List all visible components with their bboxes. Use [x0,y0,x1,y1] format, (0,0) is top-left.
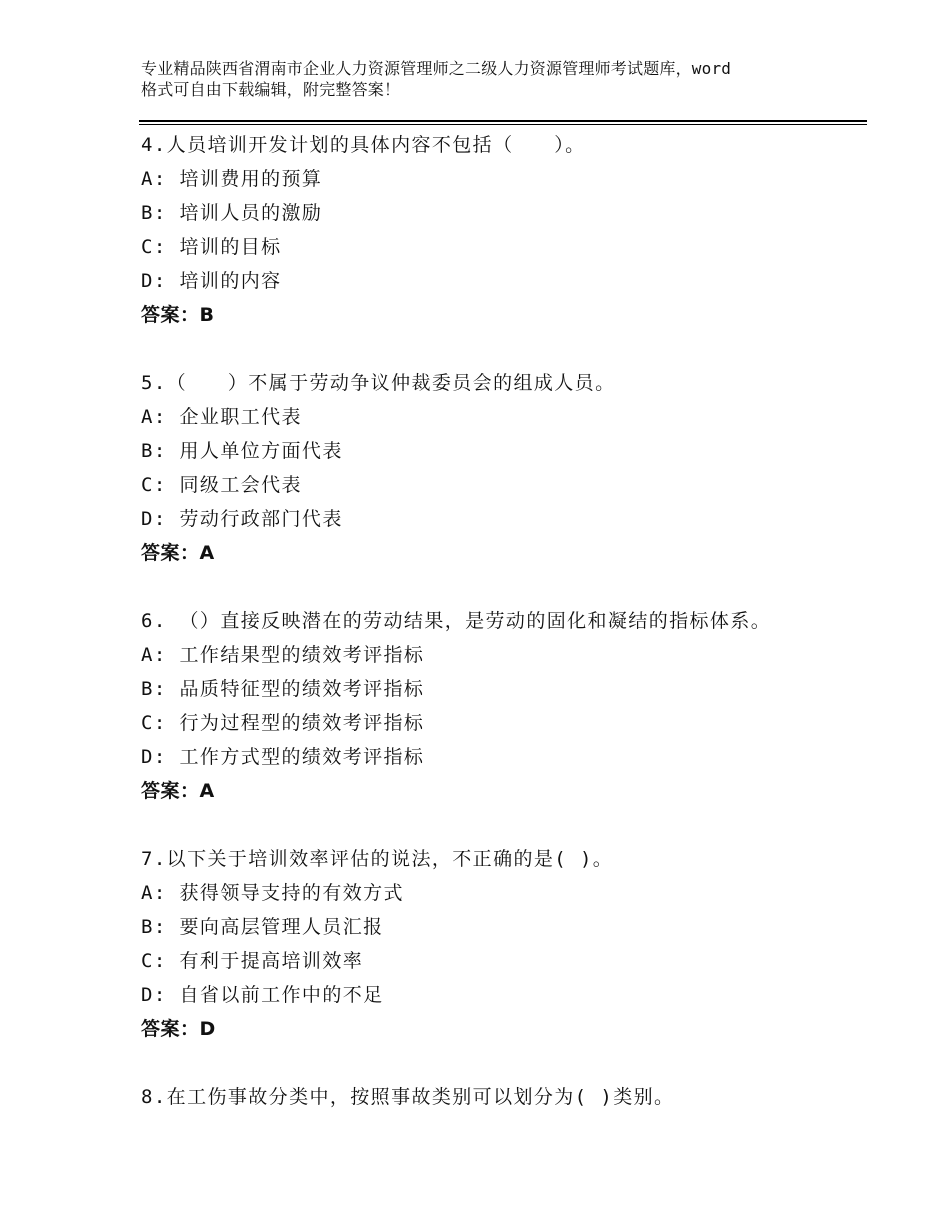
option-d: D: 自省以前工作中的不足 [141,984,384,1006]
option-c: C: 同级工会代表 [141,474,302,496]
option-b: B: 培训人员的激励 [141,202,323,224]
question-stem: 8.在工伤事故分类中，按照事故类别可以划分为( )类别。 [141,1086,675,1108]
question-7 [141,842,871,1080]
header-divider-thick [139,120,867,122]
question-spacer [141,808,871,842]
question-spacer [141,570,871,604]
option-b: B: 品质特征型的绩效考评指标 [141,678,425,700]
question-spacer [141,1046,871,1080]
option-a: A: 培训费用的预算 [141,168,323,190]
answer-label: 答案：A [141,780,215,802]
answer-label: 答案：A [141,542,215,564]
question-stem: 6. （）直接反映潜在的劳动结果，是劳动的固化和凝结的指标体系。 [141,610,772,632]
option-d: D: 培训的内容 [141,270,282,292]
question-4 [141,128,871,366]
header-divider-thin [139,124,867,125]
option-d: D: 工作方式型的绩效考评指标 [141,746,425,768]
question-stem: 4.人员培训开发计划的具体内容不包括（ ）。 [141,134,586,156]
question-list [141,128,871,1114]
answer-label: 答案：D [141,1018,216,1040]
question-5 [141,366,871,604]
option-c: C: 有利于提高培训效率 [141,950,364,972]
question-spacer [141,332,871,366]
question-8 [141,1080,871,1114]
option-c: C: 行为过程型的绩效考评指标 [141,712,425,734]
option-c: C: 培训的目标 [141,236,282,258]
question-6 [141,604,871,842]
option-a: A: 获得领导支持的有效方式 [141,882,404,904]
question-stem: 7.以下关于培训效率评估的说法，不正确的是( )。 [141,848,614,870]
answer-label: 答案：B [141,304,215,326]
document-header [141,58,831,100]
option-b: B: 要向高层管理人员汇报 [141,916,384,938]
header-title-line-1: 专业精品陕西省渭南市企业人力资源管理师之二级人力资源管理师考试题库，word [141,59,732,78]
header-title-line-2: 格式可自由下载编辑，附完整答案！ [141,80,401,99]
option-a: A: 企业职工代表 [141,406,302,428]
option-a: A: 工作结果型的绩效考评指标 [141,644,425,666]
question-stem: 5.（ ）不属于劳动争议仲裁委员会的组成人员。 [141,372,616,394]
option-b: B: 用人单位方面代表 [141,440,343,462]
option-d: D: 劳动行政部门代表 [141,508,343,530]
